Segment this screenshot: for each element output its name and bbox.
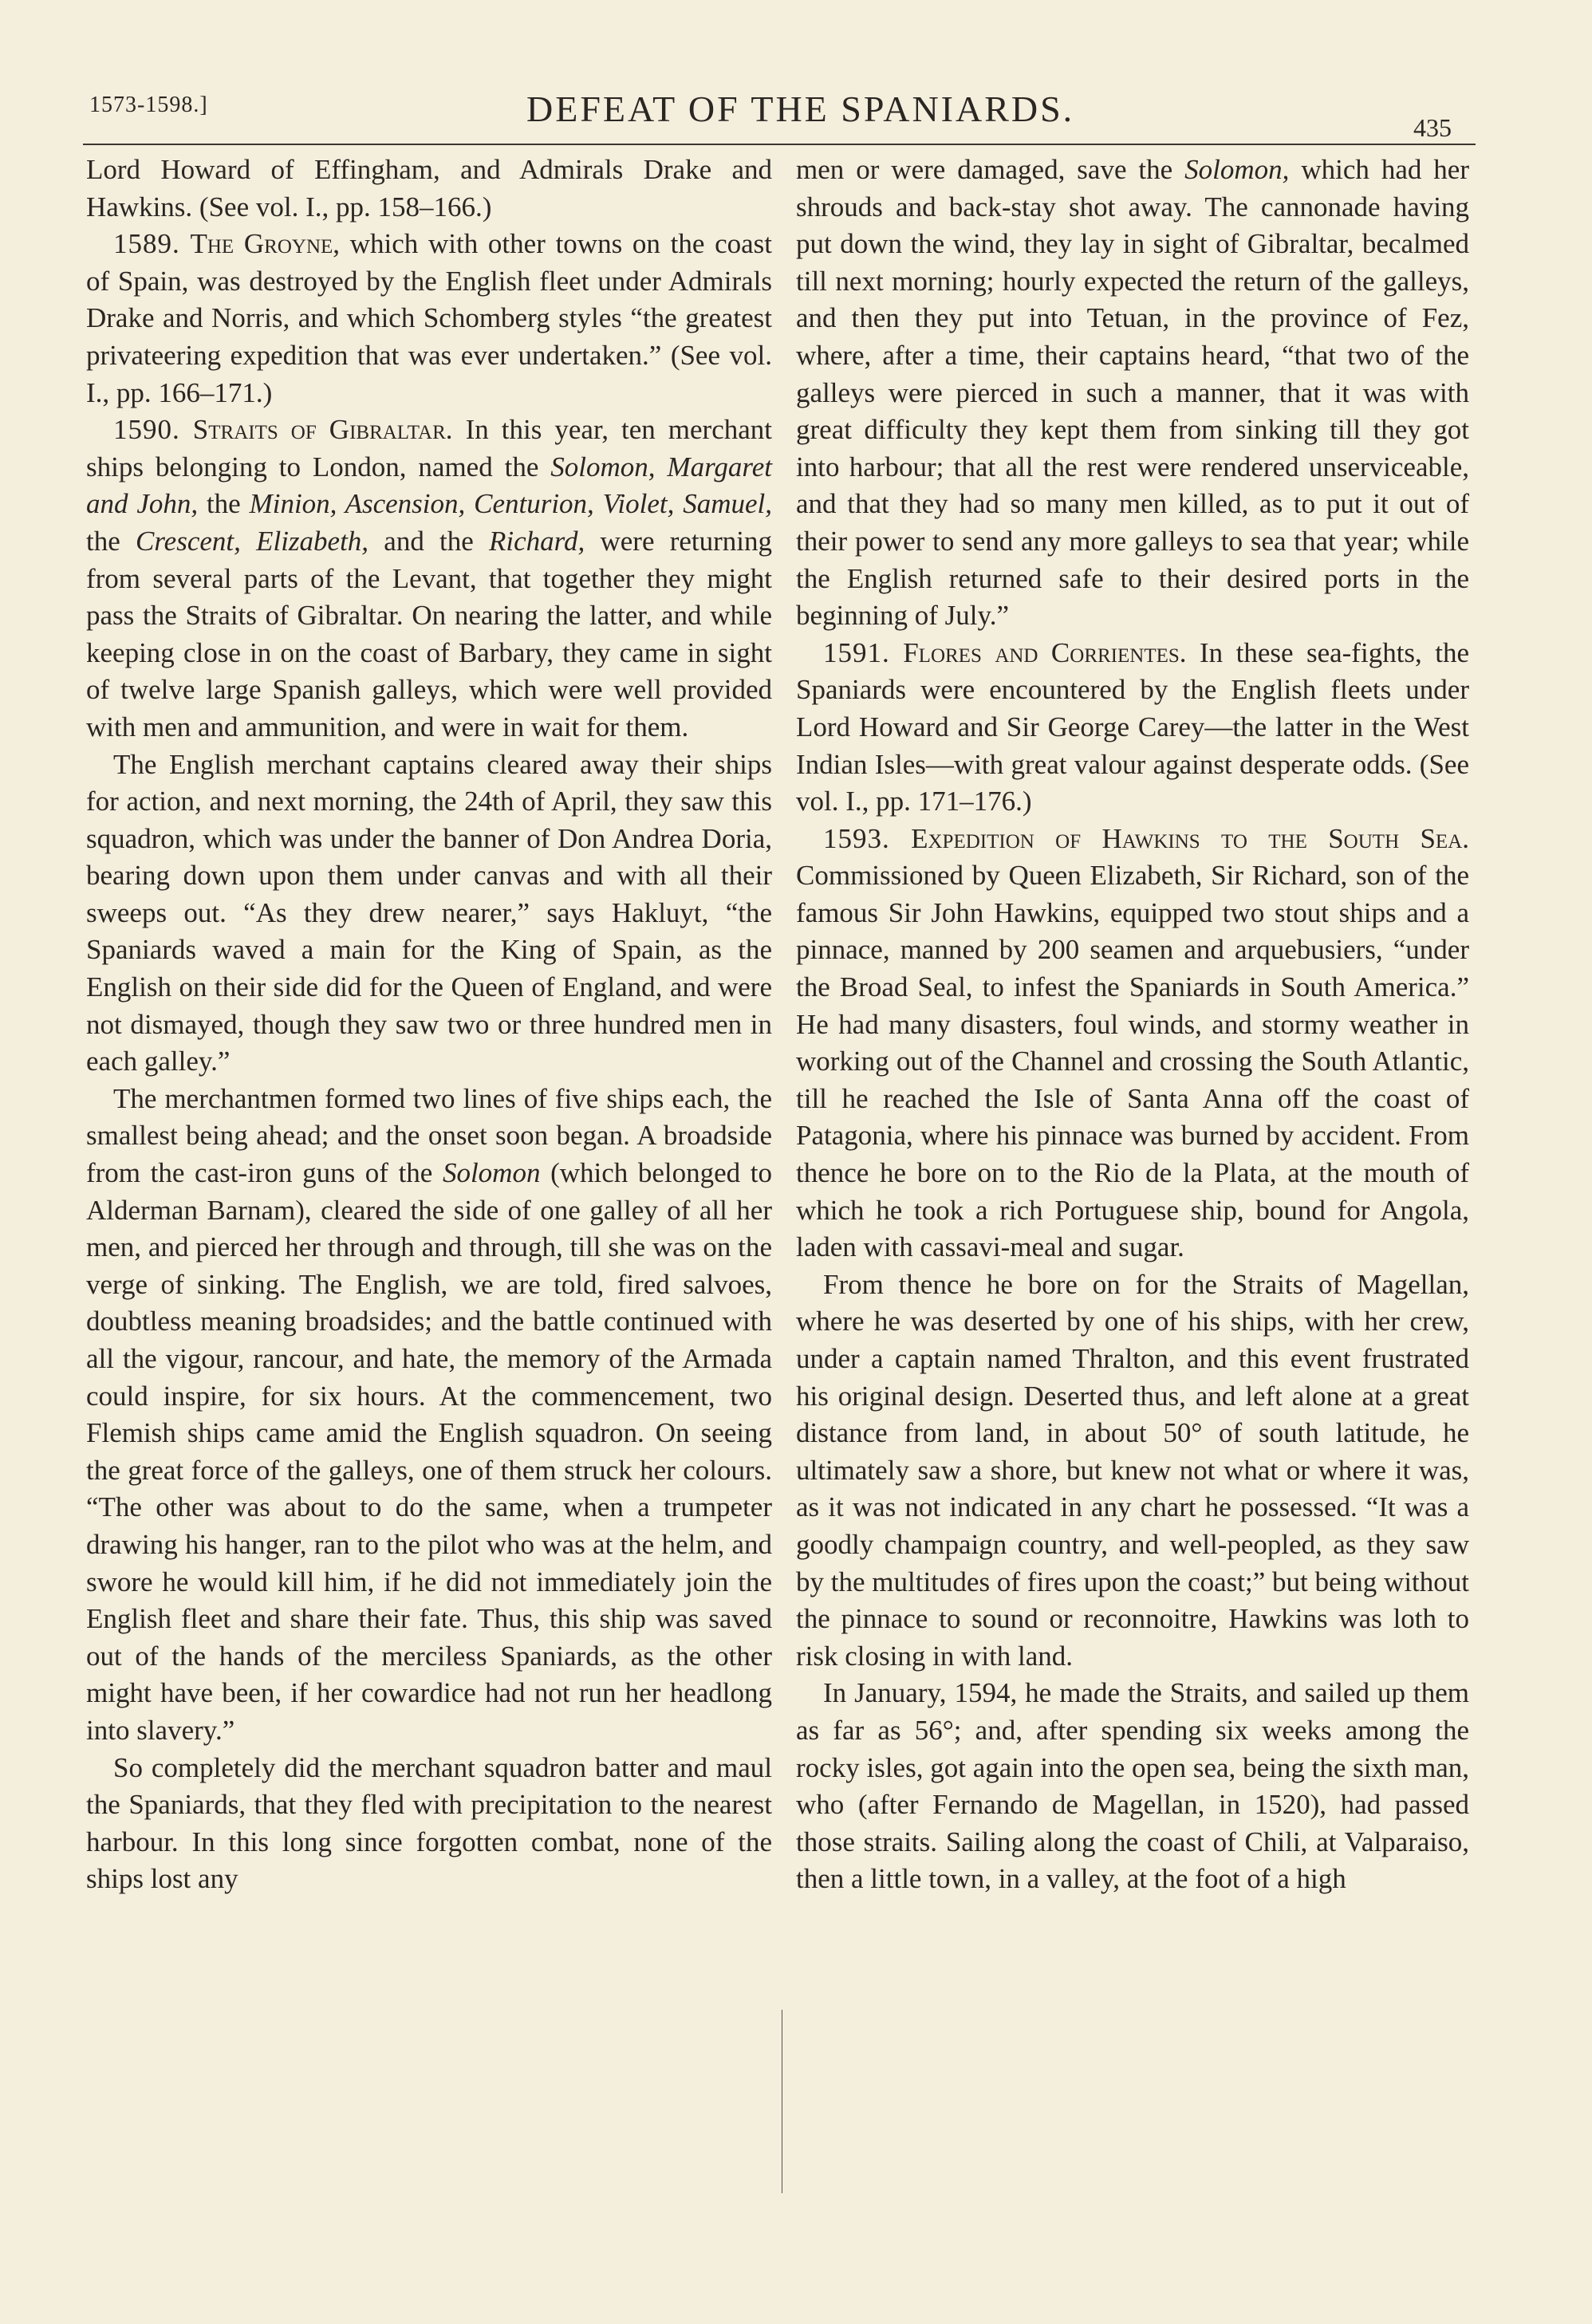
running-head-date-range: 1573-1598.] [89, 93, 208, 117]
header-rule [83, 144, 1476, 145]
page-number: 435 [1413, 113, 1452, 142]
entry-year: 1590. [113, 414, 180, 446]
paragraph: The merchantmen formed two lines of five ships each, the smallest being ahead; and the onset soon began. A broadside from the cast-iron guns of the Solomon (which belonged to Alderman Barnam), cleared the side of one galley of all her men, and pierced her through and through, till she was on the verge of sinking. The English, we are told, fired salvoes, doubtless meaning broadsides; and the battle continued with all the vigour, rancour, and hate, the memory of the Armada could inspire, for six hours. At the commencement, two Flemish ships came amid the English squadron. On seeing the great force of the galleys, one of them struck her colours. “The other was about to do the same, when a trumpeter drawing his hanger, ran to the pilot who was at the helm, and swore he would kill him, if he did not immediately join the English fleet and share their fate. Thus, this ship was saved out of the hands of the merciless Spaniards, as the other might have been, if her cowardice had not run her headlong into slavery.” [86, 1082, 772, 1746]
entry-year: 1593. [823, 822, 890, 854]
entry-heading: The Groyne, [190, 228, 341, 260]
paragraph-hawkins: 1593. Expedition of Hawkins to the South Sea. Commissioned by Queen Elizabeth, Sir Richard, son of the famous Sir John Hawkins, equipped two stout ships and a pinnace, manned by 200 seamen and arquebusiers, “under the Broad Seal, to infest the Spaniards in South America.” He had many disasters, foul winds, and stormy weather in working out of the Channel and crossing the South Atlantic, till he reached the Isle of Santa Anna off the coast of Patagonia, where his pinnace was burned by accident. From thence he bore on to the Rio de la Plata, at the mouth of which he took a rich Portuguese ship, bound for Angola, laden with cassavi-meal and sugar. [796, 822, 1470, 1263]
entry-year: 1589. [113, 228, 180, 260]
paragraph: men or were damaged, save the Solomon, which had her shrouds and back-stay shot away. The cannonade having put down the wind, they lay in sight of Gibraltar, becalmed till next morning; hourly expected the return of the galleys, and then they put into Tetuan, in the province of Fez, where, after a time, their captains heard, “that two of the galleys were pierced in such a manner, that it was with great difficulty they kept them from sinking till they got into harbour; that all the rest were rendered unserviceable, and that they had so many men killed, as to put it out of their power to send any more galleys to sea that year; while the English returned safe to their desired ports in the beginning of July.” [796, 154, 1469, 632]
paragraph: Lord Howard of Effingham, and Admirals Drake and Hawkins. (See vol. I., pp. 158–166.) [86, 154, 772, 223]
entry-year: 1591. [823, 636, 890, 668]
paragraph: In January, 1594, he made the Straits, and sailed up them as far as 56°; and, after spending six weeks among the rocky isles, got again into the open sea, being the sixth man, who (after Fernando de Magellan, in 1520), had passed those straits. Sailing along the coast of Chili, at Valparaiso, then a little town, in a valley, at the foot of a high [796, 1677, 1469, 1895]
right-column [796, 152, 1469, 1898]
entry-heading: Expedition of Hawkins to the South Sea. [911, 822, 1470, 854]
paragraph: From thence he bore on for the Straits of Magellan, where he was deserted by one of his ships, with her crew, under a captain named Thralton, and this event frustrated his original design. Deserted thus, and left alone at a great distance from land, in about 50° of south latitude, he ultimately saw a shore, but knew not what or where it was, as it was not indicated in any chart he possessed. “It was a goodly champaign country, and well-peopled, as they saw by the multitudes of fires upon the coast;” but being without the pinnace to sound or reconnoitre, Hawkins was loth to risk closing in with land. [796, 1268, 1469, 1672]
left-column [86, 152, 772, 1898]
entry-heading: Flores and Corrientes. [903, 636, 1187, 668]
paragraph: So completely did the merchant squadron batter and maul the Spaniards, that they fled with precipitation to the nearest harbour. In this long since forgotten combat, none of the ships lost any [86, 1751, 772, 1895]
paragraph-flores: 1591. Flores and Corrientes. In these sea-fights, the Spaniards were encountered by the English fleets under Lord Howard and Sir George Carey—the latter in the West Indian Isles—with great valour against desperate odds. (See vol. I., pp. 171–176.) [796, 636, 1470, 817]
running-head-title: DEFEAT OF THE SPANIARDS. [526, 89, 1075, 129]
paragraph: The English merchant captains cleared away their ships for action, and next morning, the 24th of April, they saw this squadron, which was under the banner of Don Andrea Doria, bearing down upon them under canvas and with all their sweeps out. “As they drew nearer,” says Hakluyt, “the Spaniards waved a main for the King of Spain, as the English on their side did for the Queen of England, and were not dismayed, though they saw two or three hundred men in each galley.” [86, 748, 772, 1077]
entry-heading: Straits of Gibraltar. [192, 414, 453, 446]
paragraph-gibraltar: 1590. Straits of Gibraltar. In this year, ten merchant ships belonging to London, named the Solomon, Margaret and John, the Minion, Ascension, Centurion, Violet, Samuel, the Crescent, Elizabeth, and the Richard, were returning from several parts of the Levant, that together they might pass the Straits of Gibraltar. On nearing the latter, and while keeping close in on the coast of Barbary, they came in sight of twelve large Spanish galleys, which were well provided with men and ammunition, and were in wait for them. [86, 414, 773, 742]
paragraph-groyne: 1589. The Groyne, which with other towns on the coast of Spain, was destroyed by the English fleet under Admirals Drake and Norris, and which Schomberg styles “the greatest privateering expedition that was ever undertaken.” (See vol. I., pp. 166–171.) [86, 228, 773, 408]
